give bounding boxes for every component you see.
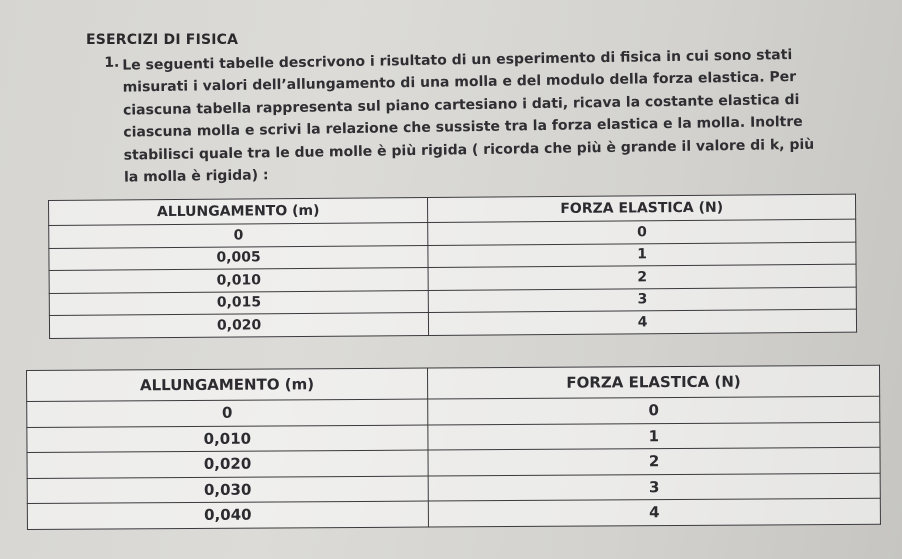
elongation-cell: 0 [27, 399, 428, 427]
elongation-cell: 0 [49, 223, 428, 248]
elongation-cell: 0,010 [49, 268, 428, 293]
exercise-number: 1. [104, 54, 120, 71]
force-cell: 2 [428, 264, 856, 290]
elongation-cell: 0,040 [27, 501, 428, 529]
force-cell: 1 [428, 242, 856, 268]
force-cell: 4 [428, 498, 880, 526]
elongation-cell: 0,005 [49, 245, 428, 270]
force-cell: 0 [428, 219, 856, 245]
force-cell: 3 [428, 473, 880, 501]
worksheet-heading: ESERCIZI DI FISICA [86, 32, 239, 48]
elongation-cell: 0,020 [49, 313, 428, 338]
table-row [27, 498, 880, 529]
force-cell: 1 [428, 422, 880, 450]
elongation-cell: 0,010 [27, 425, 428, 453]
column-header-elongation: ALLUNGAMENTO (m) [49, 198, 428, 226]
force-cell: 2 [428, 447, 880, 475]
force-cell: 3 [428, 287, 856, 313]
column-header-elastic-force: FORZA ELASTICA (N) [428, 194, 856, 222]
elongation-cell: 0,020 [27, 450, 428, 478]
exercise-1 [96, 36, 818, 190]
exercise-text: Le seguenti tabelle descrivono i risultato di un esperimento di fisica in cui sono stati misurati i valori dell’allungamento di una molla e del modulo della forza elastica. Per ciascuna tabella rappresenta sul piano cartesiano i dati, ricava la costante elastica di ciascuna molla e scrivi la relazione che sussiste tra la forza elastica e la molla. Inoltre stabilisci quale tra le due molle è più rigida ( ricorda che più è grande il valore di k, più la molla è rigida) : [122, 47, 815, 186]
spring-table-1 [48, 194, 857, 339]
force-cell: 4 [429, 309, 857, 335]
column-header-elastic-force: FORZA ELASTICA (N) [427, 365, 879, 399]
column-header-elongation: ALLUNGAMENTO (m) [27, 368, 428, 401]
force-cell: 0 [428, 396, 880, 424]
elongation-cell: 0,015 [49, 290, 428, 315]
elongation-cell: 0,030 [27, 476, 428, 504]
spring-table-2 [26, 365, 881, 530]
